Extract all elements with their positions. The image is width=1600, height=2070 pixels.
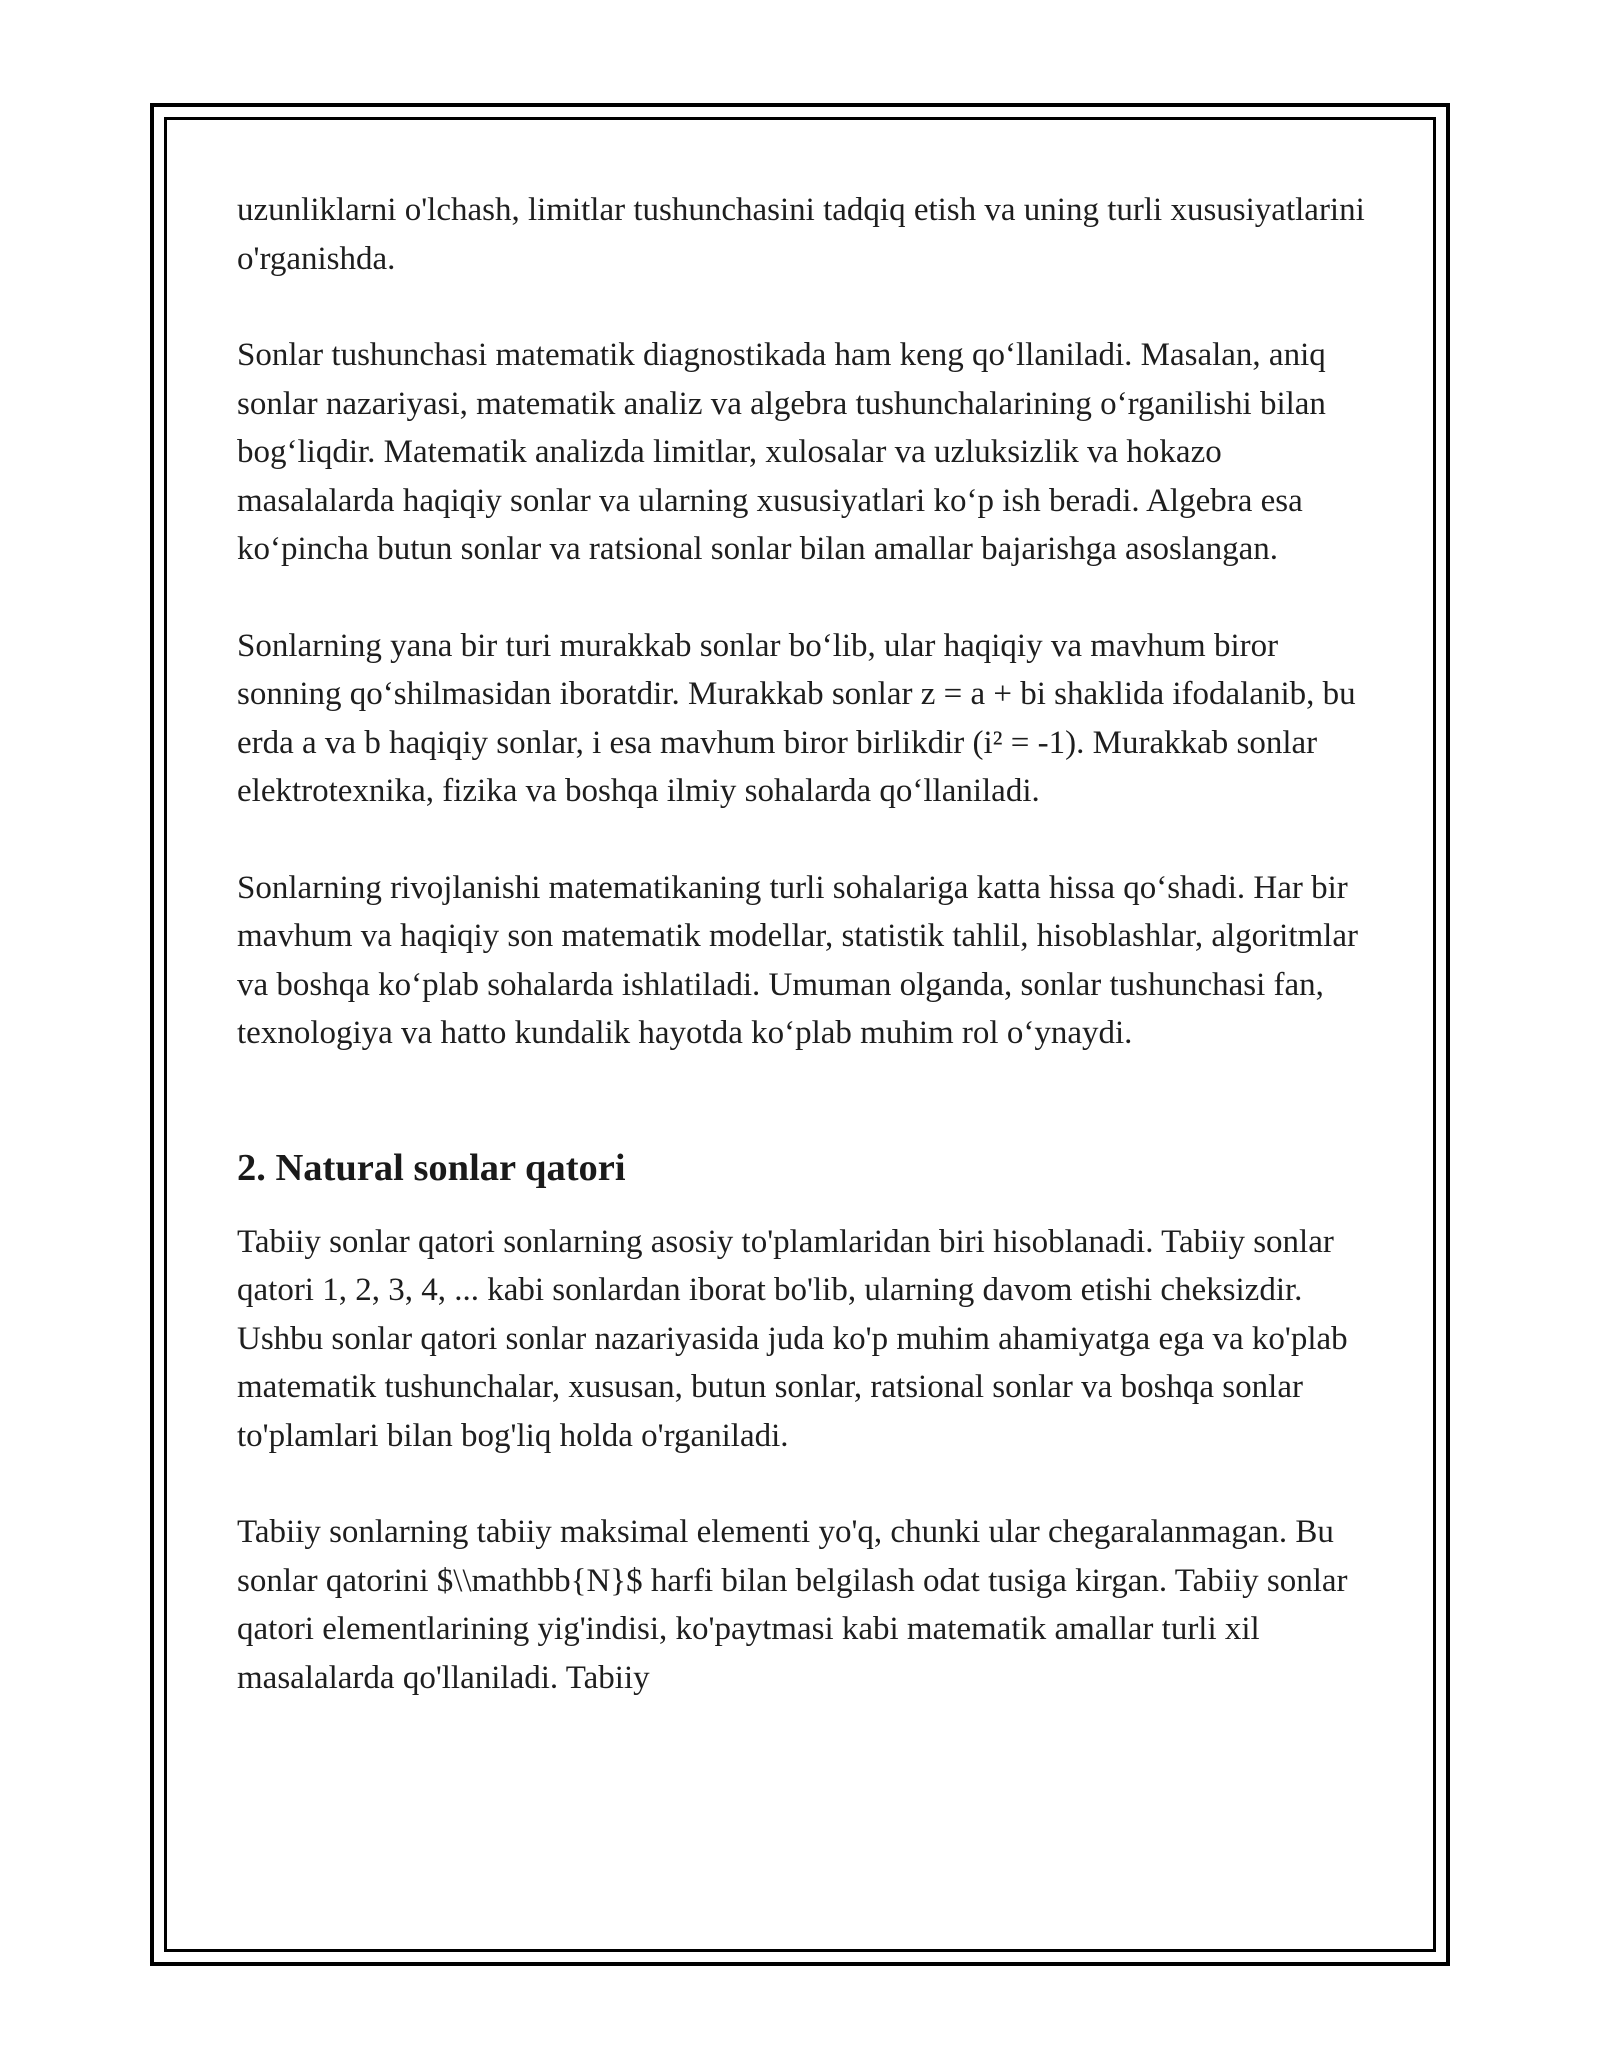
paragraph-1: uzunliklarni o'lchash, limitlar tushunchasini tadqiq etish va uning turli xususiyatlarini o'rganishda. (237, 192, 1365, 277)
paragraph-2: Sonlar tushunchasi matematik diagnostikada ham keng qo‘llaniladi. Masalan, aniq sonlar nazariyasi, matematik analiz va algebra tushunchalarining o‘rganilishi bilan bog‘liqdir. Matematik analizda limitlar, xulosalar va uzluksizlik va hokazo masalalarda haqiqiy sonlar va ularning xususiyatlari ko‘p ish beradi. Algebra esa ko‘pincha butun sonlar va ratsional sonlar bilan amallar bajarishga asoslangan. (237, 337, 1326, 567)
paragraph-4: Sonlarning rivojlanishi matematikaning turli sohalariga katta hissa qo‘shadi. Har bir mavhum va haqiqiy son matematik modellar, statistik tahlil, hisoblashlar, algoritmlar va boshqa ko‘plab sohalarda ishlatiladi. Umuman olganda, sonlar tushunchasi fan, texnologiya va hatto kundalik hayotda ko‘plab muhim rol o‘ynaydi. (237, 869, 1358, 1051)
paragraph-6: Tabiiy sonlarning tabiiy maksimal elementi yo'q, chunki ular chegaralanmagan. Bu sonlar qatorini $\\mathbb{N}$ harfi bilan belgilash odat tusiga kirgan. Tabiiy sonlar qatori elementlarining yig'indisi, ko'paytmasi kabi matematik amallar turli xil masalalarda qo'llaniladi. Tabiiy (237, 1514, 1348, 1696)
paragraph-5: Tabiiy sonlar qatori sonlarning asosiy to'plamlaridan biri hisoblanadi. Tabiiy sonlar qatori 1, 2, 3, 4, ... kabi sonlardan iborat bo'lib, ularning davom etishi cheksizdir. Ushbu sonlar qatori sonlar nazariyasida juda ko'p muhim ahamiyatga ega va ko'plab matematik tushunchalar, xususan, butun sonlar, ratsional sonlar va boshqa sonlar to'plamlari bilan bog'liq holda o'rganiladi. (237, 1223, 1348, 1454)
document-body (237, 186, 1377, 1702)
paragraph-3: Sonlarning yana bir turi murakkab sonlar bo‘lib, ular haqiqiy va mavhum biror sonning qo‘shilmasidan iboratdir. Murakkab sonlar z = a + bi shaklida ifodalanib, bu erda a va b haqiqiy sonlar, i esa mavhum biror birlikdir (i² = -1). Murakkab sonlar elektrotexnika, fizika va boshqa ilmiy sohalarda qo‘llaniladi. (237, 627, 1356, 809)
section-heading: 2. Natural sonlar qatori (237, 1146, 626, 1189)
